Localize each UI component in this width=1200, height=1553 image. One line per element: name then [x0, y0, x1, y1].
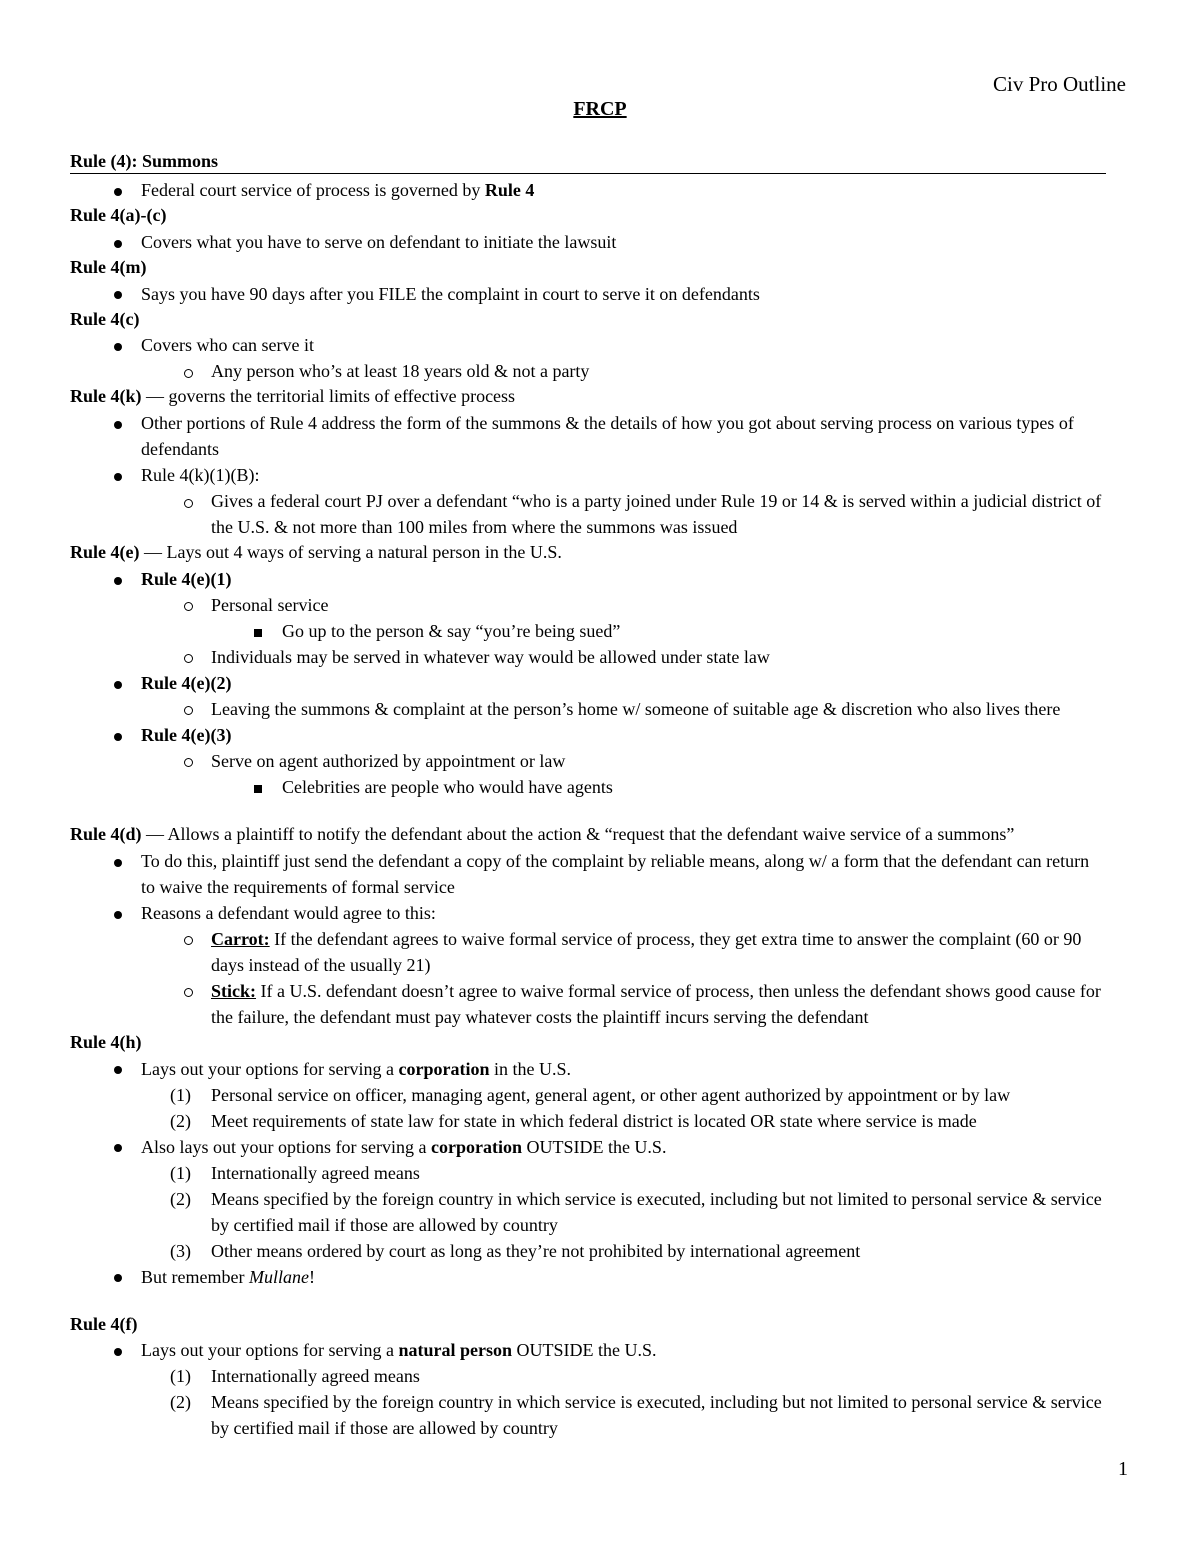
bullet-item: Says you have 90 days after you FILE the complaint in court to serve it on defendants: [70, 281, 1106, 307]
bullet-ring-icon: [176, 644, 200, 670]
numbered-item: (2) Meet requirements of state law for state in which federal district is located OR state where service is made: [170, 1110, 977, 1131]
bullet-item: Rule 4(e)(3): [70, 722, 1106, 748]
sub-sub-bullet-item: Celebrities are people who would have agents: [70, 774, 1106, 800]
bullet-item: Lays out your options for serving a corporation in the U.S.: [70, 1056, 1106, 1082]
bullet-dot-icon: [106, 1134, 130, 1160]
bullet-item: Lays out your options for serving a natural person OUTSIDE the U.S.: [70, 1337, 1106, 1363]
bullet-dot-icon: [106, 281, 130, 307]
numbered-item: (2) Means specified by the foreign country in which service is executed, including but not limited to personal service & service by certified mail if those are allowed by country: [170, 1188, 1102, 1235]
spacer: [70, 800, 1106, 822]
bullet-dot-icon: [106, 1264, 130, 1290]
bullet-item: Other portions of Rule 4 address the form of the summons & the details of how you got about serving process on various types of defendants: [70, 410, 1106, 462]
bullet-item: Covers what you have to serve on defendant to initiate the lawsuit: [70, 229, 1106, 255]
sub-bullet-item: Individuals may be served in whatever way would be allowed under state law: [70, 644, 1106, 670]
numbered-item: (1) Internationally agreed means: [170, 1366, 420, 1387]
bullet-dot-icon: [106, 566, 130, 592]
bullet-ring-icon: [176, 978, 200, 1004]
sub-bullet-item: Leaving the summons & complaint at the person’s home w/ someone of suitable age & discretion who also lives there: [70, 696, 1106, 722]
sub-bullet-item: Any person who’s at least 18 years old & not a party: [70, 358, 1106, 384]
bullet-dot-icon: [106, 332, 130, 358]
rule-heading-4a-c: Rule 4(a)-(c): [70, 205, 167, 225]
rule-heading-4f: Rule 4(f): [70, 1313, 138, 1334]
bullet-item: Covers who can serve it: [70, 332, 1106, 358]
bullet-dot-icon: [106, 1337, 130, 1363]
bullet-item: Also lays out your options for serving a corporation OUTSIDE the U.S.: [70, 1134, 1106, 1160]
document-title: FRCP: [573, 98, 627, 120]
sub-bullet-item: Personal service: [70, 592, 1106, 618]
bullet-item: Federal court service of process is governed by Rule 4: [70, 177, 1106, 203]
rule-heading-4c: Rule 4(c): [70, 308, 140, 329]
bullet-item: Rule 4(k)(1)(B):: [70, 462, 1106, 488]
bullet-item: To do this, plaintiff just send the defendant a copy of the complaint by reliable means, along w/ a form that the defendant can return to waive the requirements of formal service: [70, 848, 1106, 900]
bullet-item: But remember Mullane!: [70, 1264, 1106, 1290]
bullet-square-icon: [246, 774, 270, 800]
bullet-dot-icon: [106, 670, 130, 696]
numbered-item: (3) Other means ordered by court as long as they’re not prohibited by international agreement: [170, 1240, 861, 1261]
sub-bullet-item: Serve on agent authorized by appointment or law: [70, 748, 1106, 774]
bullet-dot-icon: [106, 848, 130, 874]
bullet-dot-icon: [106, 229, 130, 255]
bullet-square-icon: [246, 618, 270, 644]
bullet-ring-icon: [176, 358, 200, 384]
bullet-ring-icon: [176, 926, 200, 952]
bullet-item: Rule 4(e)(2): [70, 670, 1106, 696]
bullet-item: Reasons a defendant would agree to this:: [70, 900, 1106, 926]
sub-bullet-item-stick: Stick: If a U.S. defendant doesn’t agree to waive formal service of process, then unless the defendant shows good cause for the failure, the defendant must pay whatever costs the plaintiff incurs serving the defendant: [70, 978, 1106, 1030]
section-heading-summons: Rule (4): Summons: [70, 150, 1106, 174]
sub-bullet-item-carrot: Carrot: If the defendant agrees to waive formal service of process, they get extra time to answer the complaint (60 or 90 days instead of the usually 21): [70, 926, 1106, 978]
rule-heading-4m: Rule 4(m): [70, 256, 147, 277]
rule-heading-4d: Rule 4(d) — Allows a plaintiff to notify the defendant about the action & “request that the defendant waive service of a summons”: [70, 823, 1015, 844]
bullet-ring-icon: [176, 696, 200, 722]
bullet-dot-icon: [106, 900, 130, 926]
rule-heading-4h: Rule 4(h): [70, 1031, 142, 1052]
bullet-item: Rule 4(e)(1): [70, 566, 1106, 592]
numbered-item: (1) Internationally agreed means: [170, 1162, 420, 1183]
numbered-item: (2) Means specified by the foreign country in which service is executed, including but not limited to personal service & service by certified mail if those are allowed by country: [170, 1392, 1102, 1439]
rule-heading-4k: Rule 4(k) — governs the territorial limits of effective process: [70, 386, 516, 407]
bullet-ring-icon: [176, 488, 200, 514]
sub-sub-bullet-item: Go up to the person & say “you’re being sued”: [70, 618, 1106, 644]
page-number: 1: [1118, 1458, 1128, 1480]
running-header: Civ Pro Outline: [992, 72, 1126, 96]
outline-body: [70, 150, 1106, 1441]
rule-heading-4e: Rule 4(e) — Lays out 4 ways of serving a natural person in the U.S.: [70, 542, 562, 563]
bullet-dot-icon: [106, 177, 130, 203]
sub-bullet-item: Gives a federal court PJ over a defendant “who is a party joined under Rule 19 or 14 & is served within a judicial district of the U.S. & not more than 100 miles from where the summons was issued: [70, 488, 1106, 540]
numbered-item: (1) Personal service on officer, managing agent, general agent, or other agent authorized by appointment or by law: [170, 1084, 1011, 1105]
bullet-dot-icon: [106, 722, 130, 748]
bullet-dot-icon: [106, 1056, 130, 1082]
bullet-dot-icon: [106, 410, 130, 436]
bullet-ring-icon: [176, 748, 200, 774]
spacer: [70, 1290, 1106, 1312]
bullet-dot-icon: [106, 462, 130, 488]
bullet-ring-icon: [176, 592, 200, 618]
